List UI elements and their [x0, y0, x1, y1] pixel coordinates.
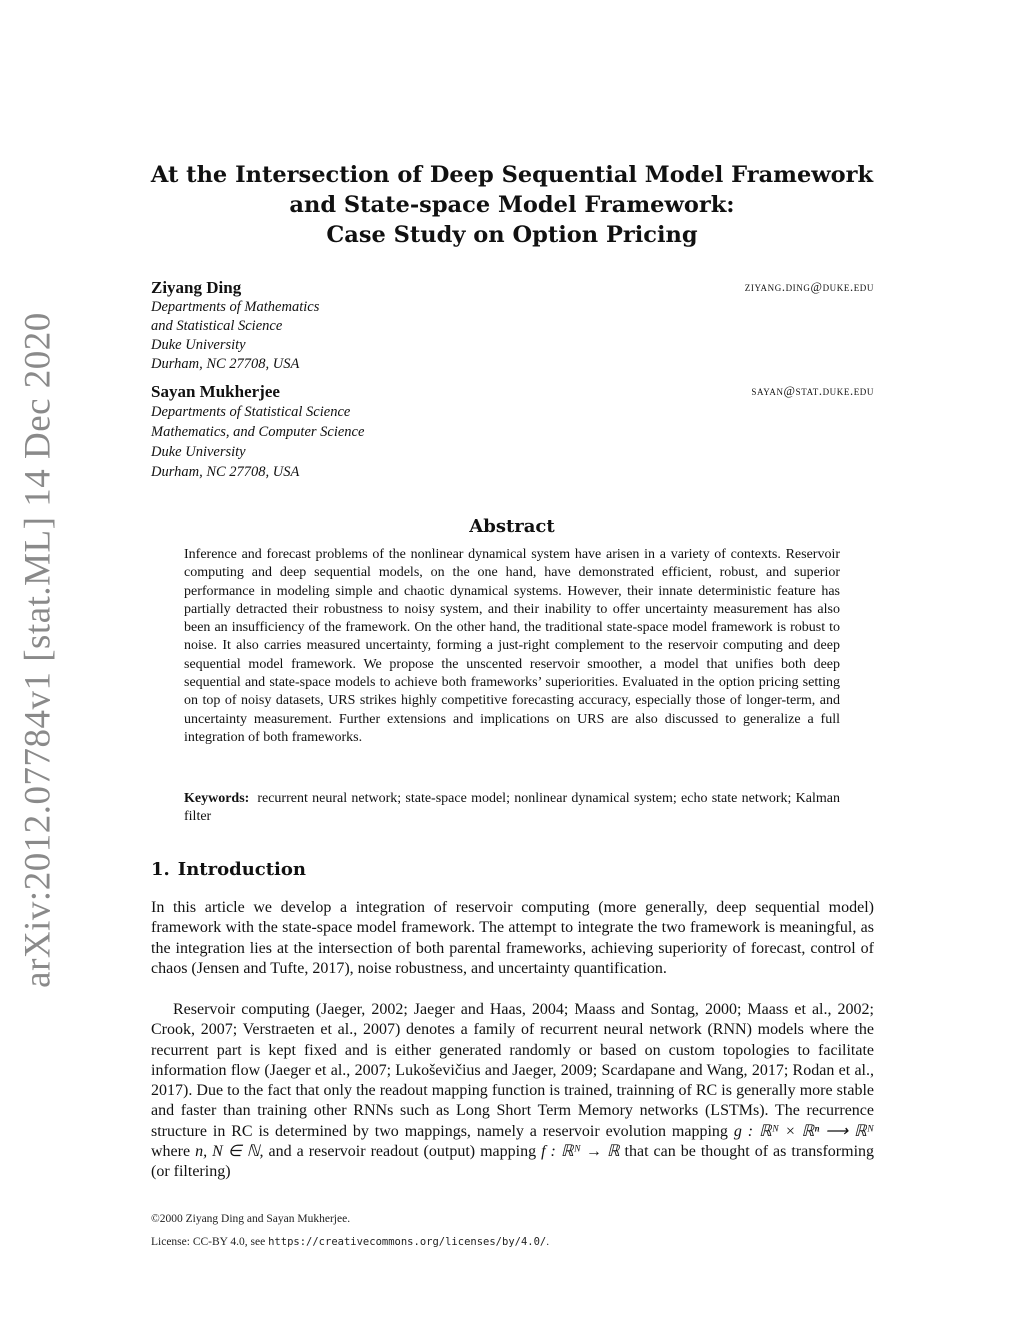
title-line: and State-space Model Framework: [289, 192, 735, 218]
equation-nN: n, N ∈ ℕ, [195, 1143, 264, 1161]
affiliation-line: Durham, NC 27708, USA [151, 464, 300, 480]
author-email[interactable]: ziyang.ding@duke.edu [744, 280, 874, 294]
author-block [151, 382, 874, 482]
license-end: . [546, 1236, 550, 1248]
author-name: Sayan Mukherjee [151, 382, 280, 401]
affiliation-line: Departments of Statistical Science [151, 404, 351, 420]
arxiv-sidebar-stamp [14, 312, 62, 988]
section-heading-introduction [151, 859, 306, 880]
license-note [151, 1236, 549, 1248]
affiliation-line: Duke University [151, 444, 246, 460]
paragraph-text: Reservoir computing (Jaeger, 2002; Jaeger and Haas, 2004; Maass and Sontag, 2000; Maass et al., 2002; Crook, 2007; Verstraeten et al., 2007) denotes a family of recurrent neural network (RNN) models where the recurrent part is kept fixed and is either generated randomly or based on custom topologies to facilitate information flow (Jaeger et al., 2007; Lukoševičius and Jaeger, 2009; Scardapane and Wang, 2017; Rodan et al., 2017). Due to the fact that only the readout mapping function is trained, trainning of RC is generally more stable and faster than training other RNNs such as Long Short Term Memory networks (LSTMs). The recurrence structure in RC is determined by two mappings, namely a reservoir evolution mapping [151, 1001, 874, 1140]
author-email[interactable]: sayan@stat.duke.edu [751, 384, 874, 398]
author-block [151, 278, 874, 374]
paragraph-text: where [151, 1143, 191, 1161]
intro-paragraph [151, 1000, 874, 1183]
affiliation-line: Departments of Mathematics [151, 299, 320, 315]
affiliation-line: Mathematics, and Computer Science [151, 424, 365, 440]
keywords-text: recurrent neural network; state-space model; nonlinear dynamical system; echo state network; Kalman filter [184, 791, 840, 825]
arxiv-id: arXiv:2012.07784v1 [stat.ML] 14 Dec 2020 [17, 312, 59, 988]
section-title: Introduction [177, 859, 306, 880]
equation-g: g : ℝᴺ × ℝⁿ ⟶ ℝᴺ [733, 1122, 875, 1140]
license-link[interactable]: https://creativecommons.org/licenses/by/4.0/ [268, 1236, 547, 1248]
section-number: 1. [151, 859, 170, 880]
license-label: License: CC-BY 4.0, see [151, 1236, 266, 1248]
affiliation-line: Duke University [151, 337, 246, 353]
abstract-heading: Abstract [469, 516, 555, 537]
copyright-note: ©2000 Ziyang Ding and Sayan Mukherjee. [151, 1213, 351, 1225]
abstract-text: Inference and forecast problems of the nonlinear dynamical system have arisen in a variety of contexts. Reservoir computing and deep sequential models, on the one hand, have demonstrated efficient, robust, and superior performance in modeling simple and chaotic dynamical systems. However, their innate deterministic feature has partially detracted their robustness to noisy system, and their inability to offer uncertainty measurement has also been an insufficiency of the framework. On the other hand, the traditional state-space model framework is robust to noise. It also carries measured uncertainty, forming a just-right complement to the reservoir computing and deep sequential model framework. We propose the unscented reservoir smoother, a model that unifies both deep sequential and state-space models to achieve both frameworks’ superiorities. Evaluated in the option pricing setting on top of noisy datasets, URS strikes highly competitive forecasting accuracy, especially those of longer-term, and uncertainty measurement. Further extensions and implications on URS are also discussed to generalize a full integration of both frameworks. [184, 547, 840, 745]
affiliation-line: and Statistical Science [151, 318, 283, 334]
title-line: Case Study on Option Pricing [326, 222, 698, 248]
affiliation-line: Durham, NC 27708, USA [151, 356, 300, 372]
intro-paragraph: In this article we develop a integration of reservoir computing (more generally, deep sequential model) framework with the state-space model framework. The attempt to integrate the two framework is meaningful, as the integration lies at the intersection of both parental frameworks, achieving superiority of forecast, control of chaos (Jensen and Tufte, 2017), noise robustness, and uncertainty quantification. [151, 899, 874, 977]
equation-f: f : ℝᴺ → ℝ [541, 1143, 620, 1161]
title-line: At the Intersection of Deep Sequential Model Framework [150, 162, 874, 188]
paragraph-text: and a reservoir readout (output) mapping [268, 1143, 537, 1161]
paragraph-text: that can be thought of as transforming (or filtering) [151, 1143, 875, 1181]
paper-title [150, 160, 874, 250]
keywords [184, 790, 840, 827]
keywords-label: Keywords: [184, 791, 250, 806]
author-name: Ziyang Ding [151, 278, 242, 297]
